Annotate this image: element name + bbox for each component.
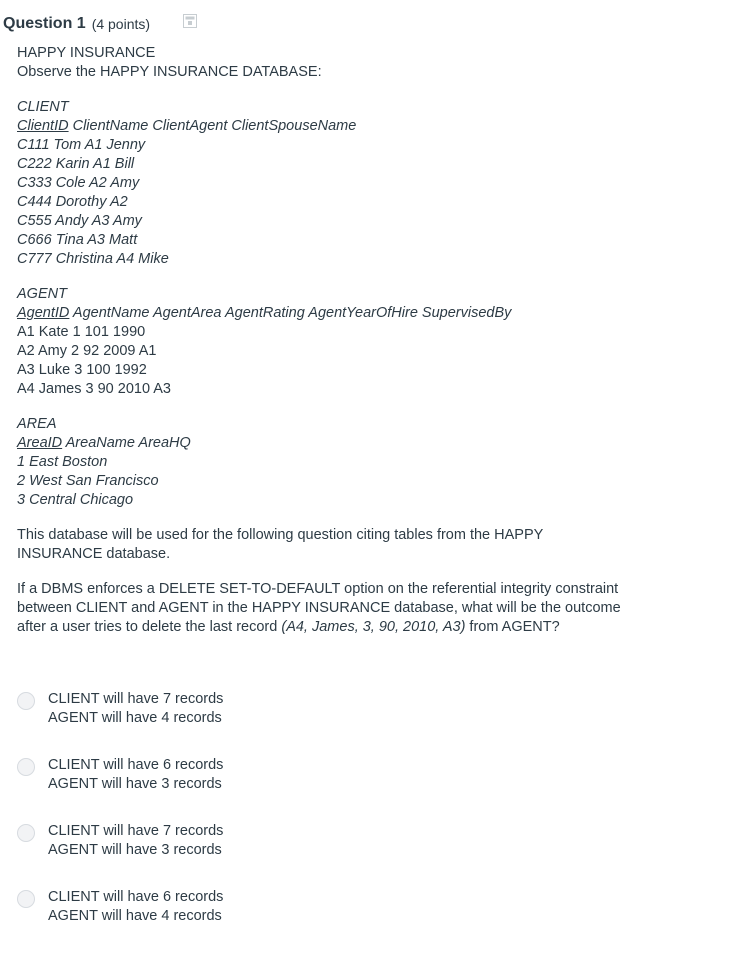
flag-question-icon[interactable] — [183, 14, 197, 28]
agent-row: A1 Kate 1 101 1990 — [17, 324, 146, 340]
client-columns — [17, 117, 627, 136]
agent-key-column: AgentID — [17, 305, 70, 321]
client-key-column: ClientID — [17, 118, 69, 134]
agent-table-name: AGENT — [17, 286, 67, 302]
agent-other-columns: AgentName AgentArea AgentRating AgentYearOfHire SupervisedBy — [69, 305, 512, 321]
answer-line: CLIENT will have 7 records — [48, 691, 224, 707]
prompt-start: If a DBMS enforces a DELETE SET-TO-DEFAULT option on the referential integrity constraint between CLIENT and AGENT in the HAPPY INSURANCE database, what will be the outcome after a user tries to delete the last record — [17, 581, 621, 635]
answer-label — [48, 690, 223, 728]
answer-line: AGENT will have 4 records — [48, 710, 222, 726]
db-observe-text: Observe the HAPPY INSURANCE DATABASE: — [17, 64, 322, 80]
answer-line: AGENT will have 4 records — [48, 908, 222, 924]
answer-list — [17, 690, 637, 954]
answer-label — [48, 822, 223, 860]
client-row: C666 Tina A3 Matt — [17, 232, 138, 248]
answer-line: AGENT will have 3 records — [48, 842, 222, 858]
prompt-record: (A4, James, 3, 90, 2010, A3) — [281, 619, 466, 635]
question-prompt — [17, 580, 627, 637]
question-title: Question 1 — [3, 15, 86, 32]
answer-label — [48, 756, 223, 794]
area-row: 2 West San Francisco — [17, 473, 159, 489]
answer-option[interactable] — [17, 756, 637, 822]
answer-line: CLIENT will have 6 records — [48, 757, 224, 773]
answer-line: AGENT will have 3 records — [48, 776, 222, 792]
question-body — [17, 44, 627, 637]
area-key-column: AreaID — [17, 435, 63, 451]
question-points: (4 points) — [91, 16, 151, 32]
answer-radio[interactable] — [17, 890, 35, 908]
client-row: C222 Karin A1 Bill — [17, 156, 135, 172]
agent-row: A2 Amy 2 92 2009 A1 — [17, 343, 157, 359]
answer-radio[interactable] — [17, 824, 35, 842]
answer-line: CLIENT will have 7 records — [48, 823, 224, 839]
client-row: C333 Cole A2 Amy — [17, 175, 140, 191]
client-row: C444 Dorothy A2 — [17, 194, 128, 210]
agent-row: A4 James 3 90 2010 A3 — [17, 381, 171, 397]
agent-row: A3 Luke 3 100 1992 — [17, 362, 147, 378]
area-columns — [17, 434, 627, 453]
usage-text: This database will be used for the following question citing tables from the HAPPY INSURANCE database. — [17, 527, 544, 562]
answer-radio[interactable] — [17, 758, 35, 776]
prompt-end: from AGENT? — [465, 619, 560, 635]
agent-columns — [17, 304, 627, 323]
area-other-columns: AreaName AreaHQ — [62, 435, 191, 451]
answer-line: CLIENT will have 6 records — [48, 889, 224, 905]
client-table-name: CLIENT — [17, 99, 69, 115]
area-table-name: AREA — [17, 416, 57, 432]
client-row: C111 Tom A1 Jenny — [17, 137, 146, 153]
question-header — [3, 12, 150, 36]
answer-option[interactable] — [17, 822, 637, 888]
answer-option[interactable] — [17, 888, 637, 954]
answer-label — [48, 888, 223, 926]
answer-radio[interactable] — [17, 692, 35, 710]
area-row: 3 Central Chicago — [17, 492, 134, 508]
answer-option[interactable] — [17, 690, 637, 756]
area-row: 1 East Boston — [17, 454, 108, 470]
client-other-columns: ClientName ClientAgent ClientSpouseName — [68, 118, 357, 134]
client-row: C555 Andy A3 Amy — [17, 213, 142, 229]
db-heading: HAPPY INSURANCE — [17, 45, 156, 61]
client-row: C777 Christina A4 Mike — [17, 251, 169, 267]
